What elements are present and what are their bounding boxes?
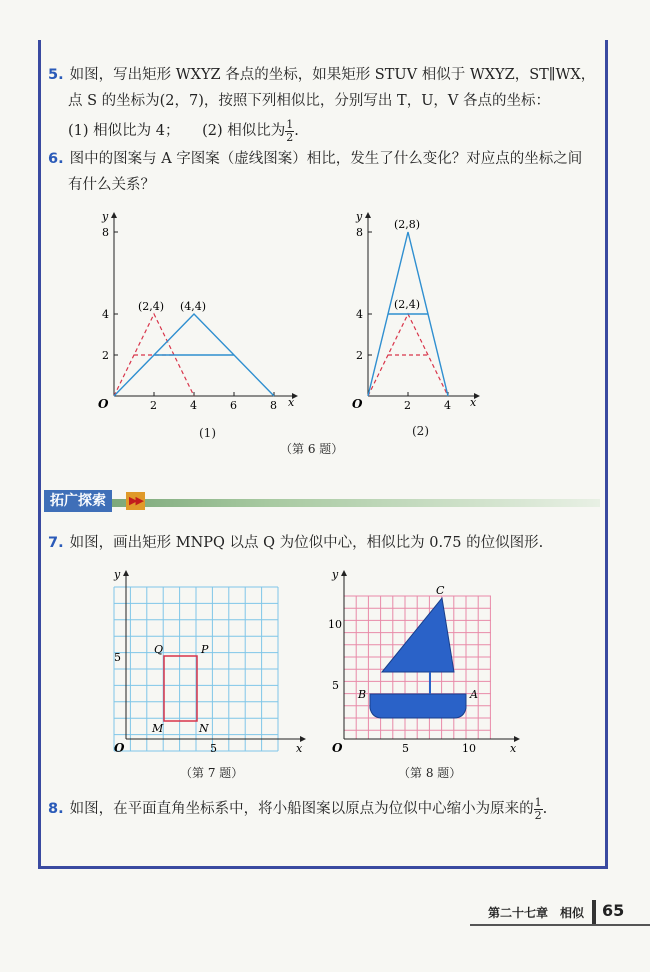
y-axis-label: y	[114, 568, 121, 581]
x-axis-label: x	[510, 742, 517, 755]
problem-text: 如图，画出矩形 MNPQ 以点 Q 为位似中心，相似比为 0.75 的位似图形.	[69, 535, 544, 551]
rectangle-mnpq	[164, 656, 197, 721]
problem-6	[48, 146, 604, 198]
problem-text: 如图，写出矩形 WXYZ 各点的坐标，如果矩形 STUV 相似于 WXYZ，ST∥WX，	[69, 67, 596, 83]
x-tick-label: 4	[444, 399, 451, 410]
x-tick-label: 10	[462, 742, 476, 755]
period: .	[542, 801, 548, 817]
y-axis-label: y	[332, 568, 339, 581]
point-label: P	[201, 643, 209, 656]
figure-label: (1)	[199, 426, 216, 440]
sub-item-2: (2) 相似比为	[202, 123, 286, 139]
period: .	[294, 123, 299, 139]
x-axis-label: x	[288, 396, 295, 409]
page-frame-bottom	[38, 866, 608, 869]
x-tick-label: 2	[150, 399, 157, 410]
chapter-label: 第二十七章 相似	[488, 906, 585, 920]
figure-caption: （第 8 题）	[398, 766, 462, 780]
point-label: B	[358, 688, 367, 701]
problem-text: 如图，在平面直角坐标系中，将小船图案以原点为位似中心缩小为原来的	[69, 801, 534, 817]
problem-number: 5.	[48, 67, 64, 83]
fraction: $\frac{1}{2}$	[286, 117, 294, 144]
y-tick-label: 4	[102, 308, 109, 321]
point-label: Q	[154, 643, 164, 656]
page-frame-right	[605, 40, 608, 868]
x-tick-label: 5	[402, 742, 409, 755]
sub-item-1: (1) 相似比为 4；	[68, 123, 180, 139]
problem-number: 6.	[48, 151, 64, 167]
origin-label: O	[114, 741, 125, 755]
x-tick-label: 2	[404, 399, 411, 410]
figure-6-2	[346, 210, 486, 410]
y-tick-label: 5	[114, 651, 121, 664]
origin-label: O	[98, 397, 109, 410]
point-label: C	[436, 584, 445, 597]
x-tick-label: 4	[190, 399, 197, 410]
point-label: (4,4)	[180, 300, 207, 313]
point-label: (2,4)	[138, 300, 165, 313]
banner-arrows-icon: ▶▶	[126, 492, 145, 510]
y-tick-label: 4	[356, 308, 363, 321]
problem-text: 点 S 的坐标为(2，7)，按照下列相似比，分别写出 T，U，V 各点的坐标：	[68, 93, 550, 109]
x-tick-label: 8	[270, 399, 277, 410]
y-axis-label: y	[102, 210, 109, 223]
figure-caption: （第 6 题）	[280, 442, 344, 456]
figure-caption: （第 7 题）	[180, 766, 244, 780]
page-footer	[470, 900, 650, 926]
origin-label: O	[332, 741, 343, 755]
point-label: (2,4)	[394, 298, 421, 311]
y-tick-label: 2	[356, 349, 363, 362]
banner-label: 拓广探索	[44, 490, 112, 512]
figure-8	[326, 566, 526, 758]
figure-6-1	[92, 210, 302, 410]
x-tick-label: 5	[210, 742, 217, 755]
grid	[114, 587, 278, 751]
point-label: A	[470, 688, 478, 701]
problem-number: 8.	[48, 801, 64, 817]
section-banner	[44, 490, 600, 514]
point-label: (2,8)	[394, 218, 421, 231]
problem-text: 图中的图案与 A 字图案（虚线图案）相比，发生了什么变化？对应点的坐标之间	[69, 151, 583, 167]
y-tick-label: 5	[332, 679, 339, 692]
dashed-a-shape	[368, 314, 448, 396]
point-label: M	[152, 722, 164, 735]
y-axis-label: y	[356, 210, 363, 223]
y-tick-label: 10	[328, 618, 342, 631]
problem-number: 7.	[48, 535, 64, 551]
footer-rule	[470, 924, 650, 926]
problem-text: 有什么关系？	[68, 177, 155, 193]
x-tick-label: 6	[230, 399, 237, 410]
x-axis-label: x	[470, 396, 477, 409]
problem-7	[48, 530, 604, 556]
figure-7	[106, 566, 312, 758]
y-tick-label: 8	[102, 226, 109, 239]
page-number: 65	[602, 901, 625, 920]
page-frame-left	[38, 40, 41, 868]
problem-8	[48, 796, 604, 822]
figure-label: (2)	[412, 424, 429, 438]
footer-divider	[592, 900, 596, 926]
y-tick-label: 8	[356, 226, 363, 239]
boat-hull	[370, 694, 466, 718]
x-axis-label: x	[296, 742, 303, 755]
problem-5	[48, 62, 604, 144]
y-tick-label: 2	[102, 349, 109, 362]
origin-label: O	[352, 397, 363, 410]
fraction: $\frac{1}{2}$	[534, 795, 542, 822]
point-label: N	[199, 722, 209, 735]
